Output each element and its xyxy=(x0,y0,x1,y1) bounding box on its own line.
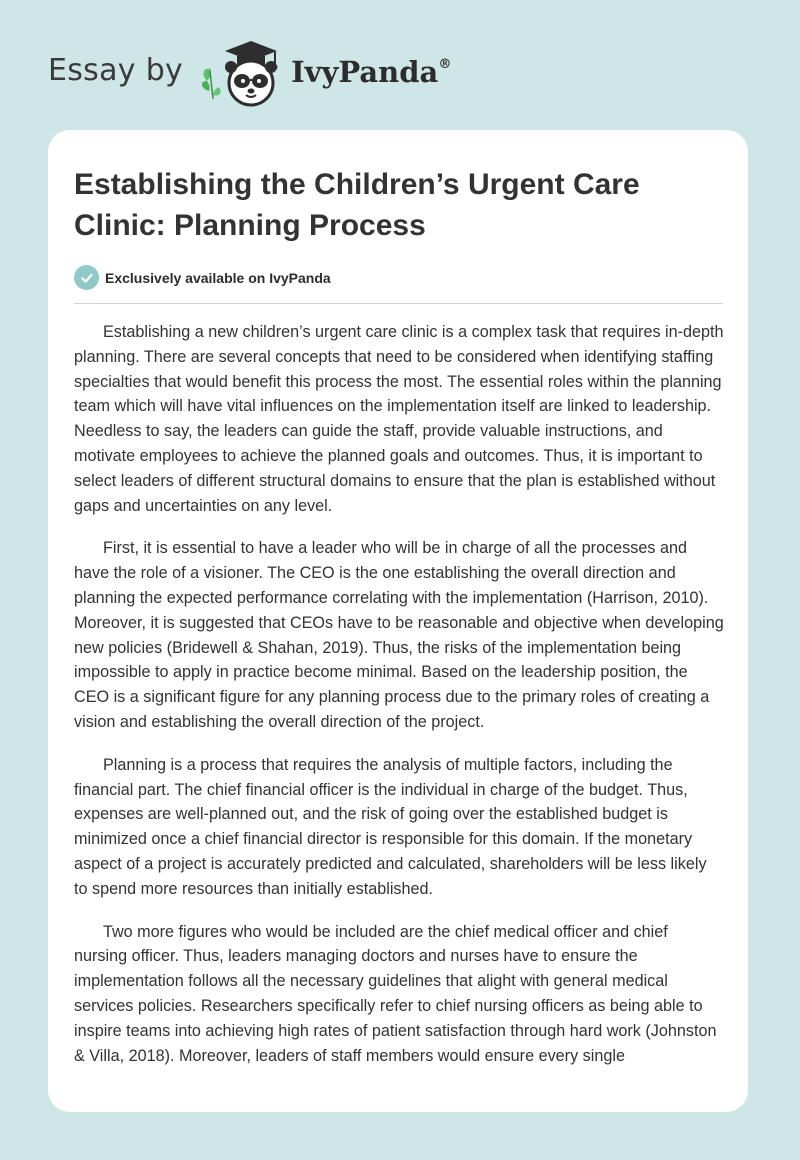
essay-card xyxy=(48,130,748,1112)
paragraph: Two more figures who would be included are the chief medical officer and chief nursing officer. Thus, leaders managing doctors and nurses have to ensure the implementation follows all the necessary guidelines that alight with general medical services policies. Researchers specifically refer to chief nursing officers as being able to inspire teams into achieving high rates of patient satisfaction through hard work (Johnston & Villa, 2018). Moreover, leaders of staff members would ensure every single xyxy=(74,922,717,1065)
paragraph: First, it is essential to have a leader who will be in charge of all the processes and have the role of a visioner. The CEO is the one establishing the overall direction and planning the expected performance correlating with the implementation (Harrison, 2010). Moreover, it is suggested that CEOs have to be reasonable and objective when developing new policies (Bridewell & Shahan, 2019). Thus, the risks of the implementation being impossible to apply in practice become minimal. Based on the leadership position, the CEO is a significant figure for any planning process due to the primary roles of creating a vision and establishing the overall direction of the project. xyxy=(74,539,724,731)
check-circle-icon xyxy=(74,265,99,290)
panda-logo-icon xyxy=(197,37,285,109)
ivypanda-logo-link[interactable] xyxy=(197,37,451,109)
brand-name: IvyPanda® xyxy=(291,55,452,89)
essay-by-label: Essay by xyxy=(48,52,184,88)
divider xyxy=(74,303,723,304)
essay-title: Establishing the Children’s Urgent Care Clinic: Planning Process xyxy=(74,168,640,242)
registered-mark: ® xyxy=(438,57,452,72)
exclusive-label: Exclusively available on IvyPanda xyxy=(105,269,331,286)
paragraph: Planning is a process that requires the analysis of multiple factors, including the financial part. The chief financial officer is the individual in charge of the budget. Thus, expenses are well-planned out, and the risk of going over the established budget is minimized once a chief financial director is responsible for this domain. If the monetary aspect of a project is accurately predicted and calculated, shareholders will be less likely to spend more resources than initially established. xyxy=(74,755,707,898)
essay-body xyxy=(74,320,724,1086)
paragraph: Establishing a new children’s urgent care clinic is a complex task that requires in-depth planning. There are several concepts that need to be considered when identifying staffing specialties that would benefit this process the most. The essential roles within the planning team which will have vital influences on the implementation itself are linked to leadership. Needless to say, the leaders can guide the staff, provide valuable instructions, and motivate employees to achieve the planned goals and outcomes. Thus, it is important to select leaders of different structural domains to ensure that the plan is established without gaps and uncertainties on any level. xyxy=(74,323,724,515)
site-header xyxy=(48,38,451,108)
exclusive-badge xyxy=(74,265,331,290)
